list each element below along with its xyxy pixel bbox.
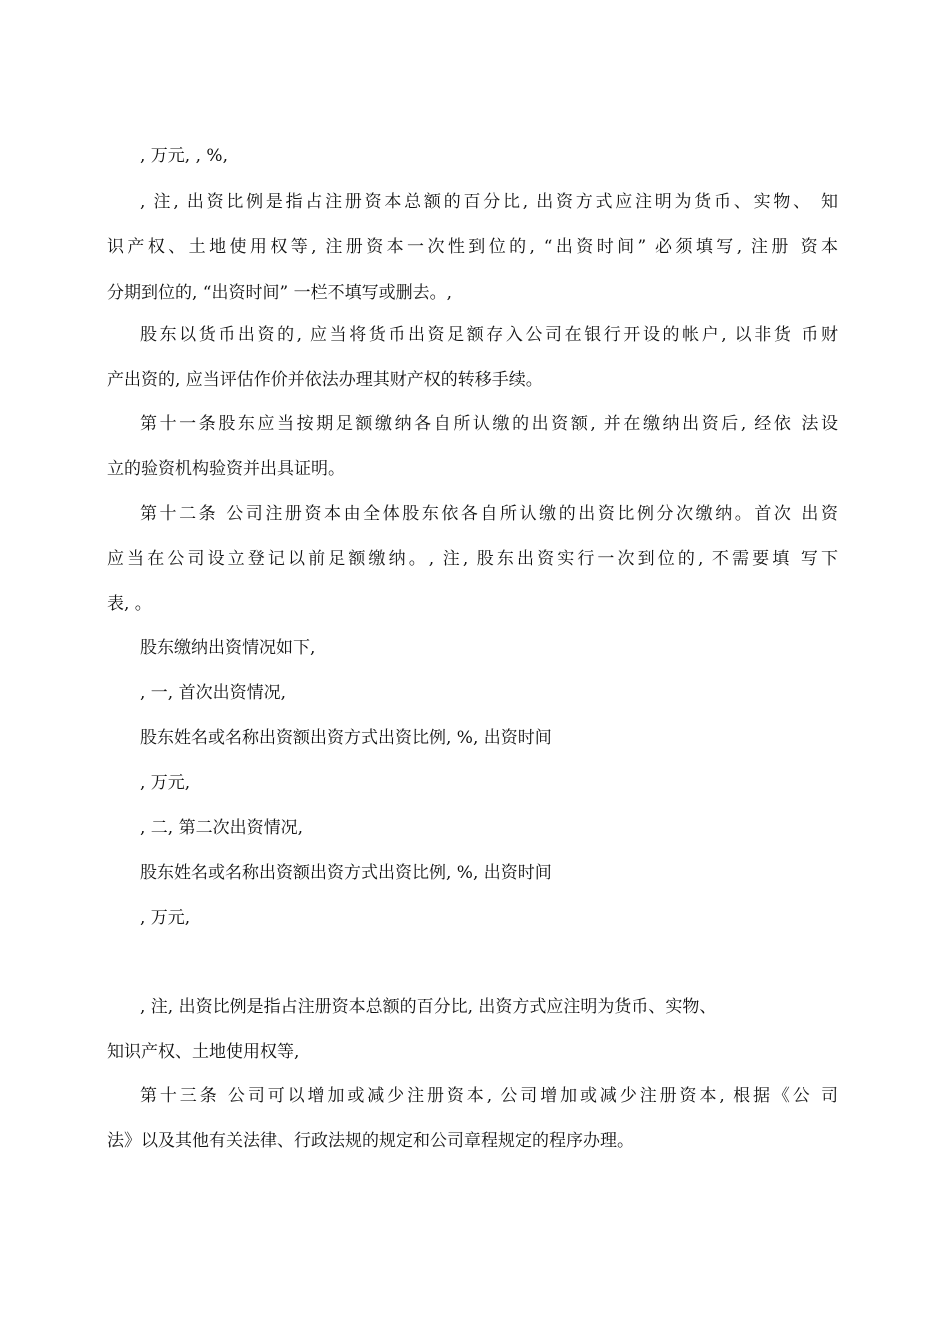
text-line: 识产权、土地使用权等, 注册资本一次性到位的, “出资时间” 必须填写, 注册 资本 <box>107 237 838 257</box>
text-line: , 万元, , %, <box>140 146 228 166</box>
text-line: 立的验资机构验资并出具证明。 <box>107 459 345 479</box>
text-line: 产出资的, 应当评估作价并依法办理其财产权的转移手续。 <box>107 370 543 390</box>
text-line: 股东缴纳出资情况如下, <box>140 638 316 658</box>
text-line: 股东姓名或名称出资额出资方式出资比例, %, 出资时间 <box>140 728 552 748</box>
text-line: 分期到位的, “出资时间” 一栏不填写或删去。, <box>107 283 452 303</box>
text-line: , 万元, <box>140 908 191 928</box>
text-line: 股东以货币出资的, 应当将货币出资足额存入公司在银行开设的帐户, 以非货 币财 <box>140 325 838 345</box>
text-line: 第十二条 公司注册资本由全体股东依各自所认缴的出资比例分次缴纳。首次 出资 <box>140 504 838 524</box>
text-line: 股东姓名或名称出资额出资方式出资比例, %, 出资时间 <box>140 863 552 883</box>
text-line: 表, 。 <box>107 594 152 614</box>
text-line: 应当在公司设立登记以前足额缴纳。, 注, 股东出资实行一次到位的, 不需要填 写下 <box>107 549 838 569</box>
text-line: , 万元, <box>140 773 191 793</box>
text-line: , 注, 出资比例是指占注册资本总额的百分比, 出资方式应注明为货币、实物、 <box>140 997 717 1017</box>
text-line: 法》以及其他有关法律、行政法规的规定和公司章程规定的程序办理。 <box>107 1131 634 1151</box>
text-line: , 一, 首次出资情况, <box>140 683 287 703</box>
text-line: , 注, 出资比例是指占注册资本总额的百分比, 出资方式应注明为货币、实物、 知 <box>140 192 838 212</box>
text-line: , 二, 第二次出资情况, <box>140 818 304 838</box>
text-line: 知识产权、土地使用权等, <box>107 1042 300 1062</box>
text-line: 第十三条 公司可以增加或减少注册资本, 公司增加或减少注册资本, 根据《公 司 <box>140 1086 838 1106</box>
text-line: 第十一条股东应当按期足额缴纳各自所认缴的出资额, 并在缴纳出资后, 经依 法设 <box>140 414 838 434</box>
